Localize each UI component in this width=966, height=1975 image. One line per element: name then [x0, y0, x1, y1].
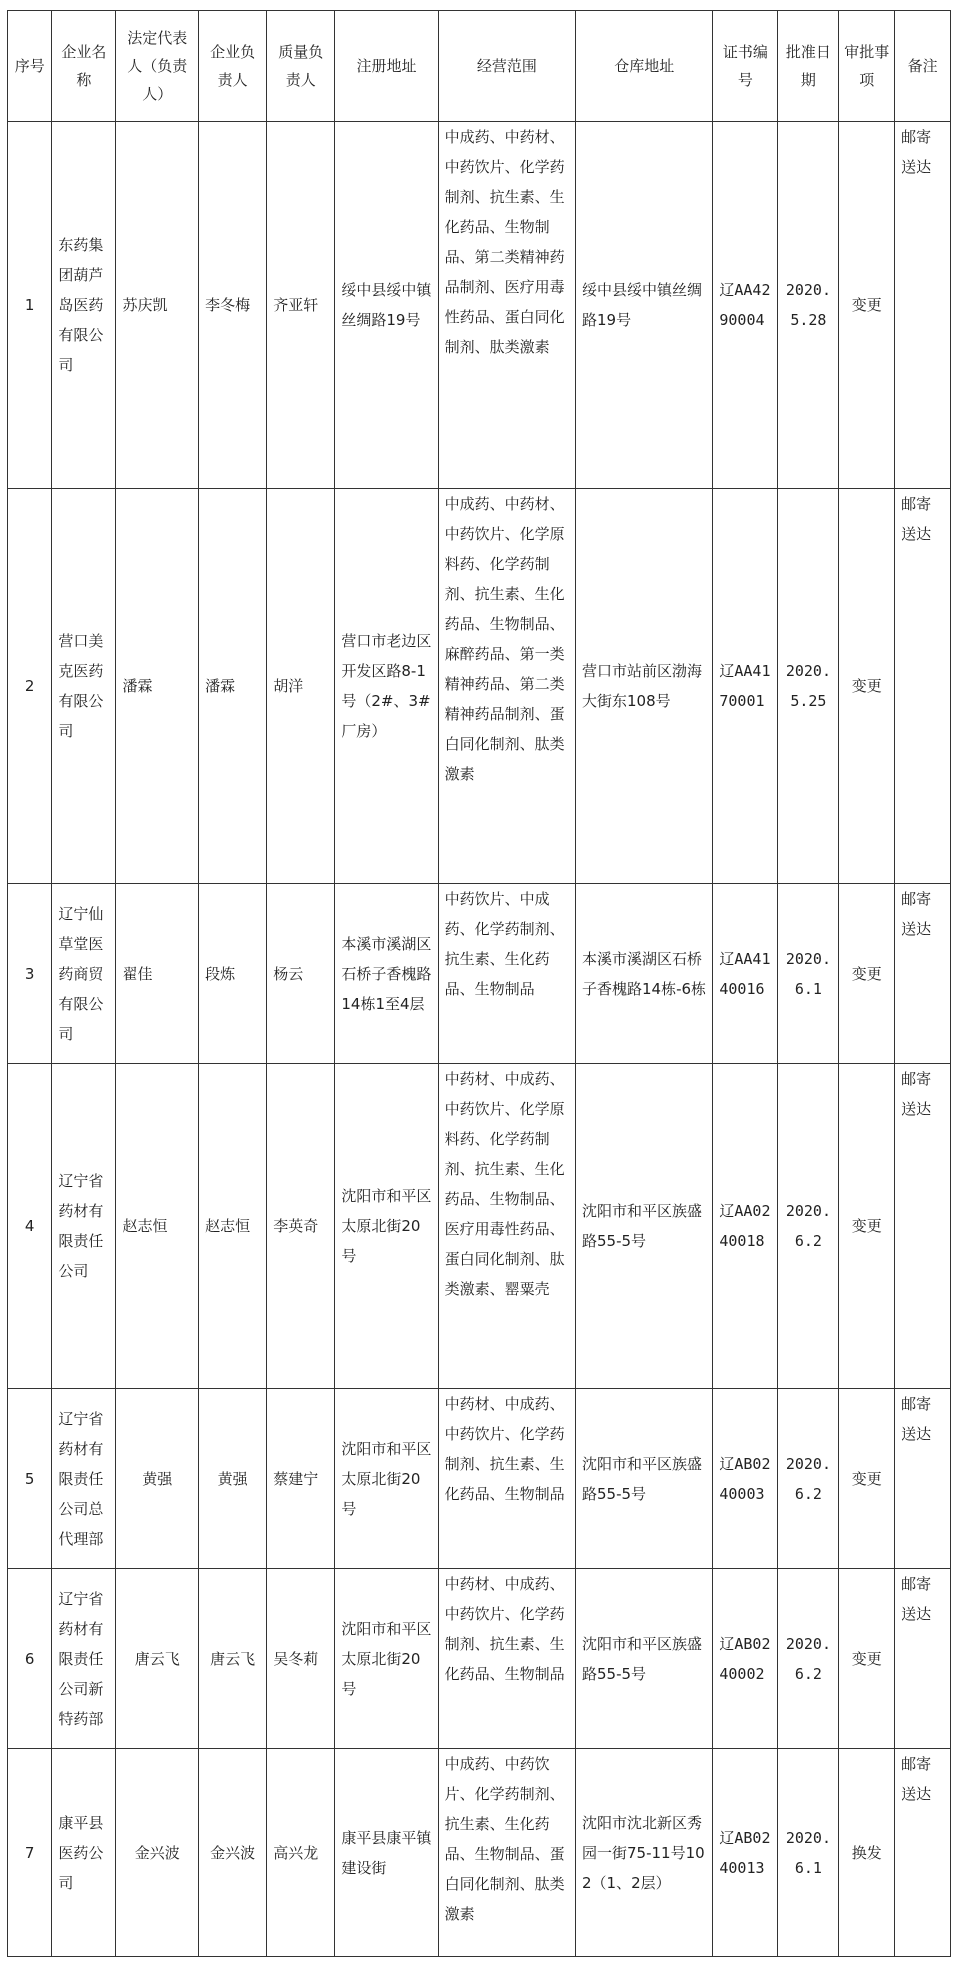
cell-remarks: 邮寄送达 [895, 1749, 951, 1957]
cell-seq: 5 [8, 1389, 52, 1569]
table-row [8, 1389, 951, 1569]
cell-legal-representative: 黄强 [116, 1389, 199, 1569]
cell-approval-date: 2020.6.2 [778, 1064, 839, 1389]
cell-warehouse-address: 本溪市溪湖区石桥子香槐路14栋-6栋 [576, 884, 713, 1064]
cell-seq: 3 [8, 884, 52, 1064]
header-certificate-number: 证书编号 [713, 11, 778, 122]
cell-quality-principal: 吴冬莉 [267, 1569, 335, 1749]
cell-registered-address: 康平县康平镇建设街 [335, 1749, 438, 1957]
header-remarks: 备注 [895, 11, 951, 122]
cell-warehouse-address: 沈阳市和平区族盛路55-5号 [576, 1389, 713, 1569]
table-header-row [8, 11, 951, 122]
cell-quality-principal: 蔡建宁 [267, 1389, 335, 1569]
cell-legal-representative: 唐云飞 [116, 1569, 199, 1749]
cell-company-name: 东药集团葫芦岛医药有限公司 [52, 122, 116, 489]
cell-business-scope: 中成药、中药材、中药饮片、化学原料药、化学药制剂、抗生素、生化药品、生物制品、麻醉药品、第一类精神药品、第二类精神药品制剂、蛋白同化制剂、肽类激素 [438, 489, 575, 884]
cell-certificate-number: 辽AA4140016 [713, 884, 778, 1064]
table-row [8, 489, 951, 884]
cell-remarks: 邮寄送达 [895, 1389, 951, 1569]
cell-registered-address: 营口市老边区开发区路8-1号（2#、3#厂房） [335, 489, 438, 884]
cell-legal-representative: 苏庆凯 [116, 122, 199, 489]
cell-approval-item: 变更 [839, 122, 895, 489]
cell-business-scope: 中成药、中药材、中药饮片、化学药制剂、抗生素、生化药品、生物制品、第二类精神药品制剂、医疗用毒性药品、蛋白同化制剂、肽类激素 [438, 122, 575, 489]
table-row [8, 1064, 951, 1389]
cell-seq: 7 [8, 1749, 52, 1957]
cell-quality-principal: 李英奇 [267, 1064, 335, 1389]
cell-registered-address: 绥中县绥中镇丝绸路19号 [335, 122, 438, 489]
cell-legal-representative: 赵志恒 [116, 1064, 199, 1389]
cell-certificate-number: 辽AA4290004 [713, 122, 778, 489]
cell-certificate-number: 辽AB0240003 [713, 1389, 778, 1569]
cell-approval-date: 2020.5.28 [778, 122, 839, 489]
header-warehouse-address: 仓库地址 [576, 11, 713, 122]
approval-document [7, 10, 951, 1957]
cell-company-name: 辽宁省药材有限责任公司总代理部 [52, 1389, 116, 1569]
cell-registered-address: 本溪市溪湖区石桥子香槐路14栋1至4层 [335, 884, 438, 1064]
cell-seq: 1 [8, 122, 52, 489]
cell-legal-representative: 金兴波 [116, 1749, 199, 1957]
cell-legal-representative: 翟佳 [116, 884, 199, 1064]
cell-remarks: 邮寄送达 [895, 489, 951, 884]
cell-company-name: 辽宁省药材有限责任公司 [52, 1064, 116, 1389]
cell-company-principal: 唐云飞 [199, 1569, 267, 1749]
header-legal-representative: 法定代表人（负责人） [116, 11, 199, 122]
cell-warehouse-address: 绥中县绥中镇丝绸路19号 [576, 122, 713, 489]
cell-remarks: 邮寄送达 [895, 884, 951, 1064]
cell-approval-item: 变更 [839, 489, 895, 884]
cell-seq: 4 [8, 1064, 52, 1389]
cell-quality-principal: 高兴龙 [267, 1749, 335, 1957]
cell-certificate-number: 辽AB0240013 [713, 1749, 778, 1957]
cell-business-scope: 中药材、中成药、中药饮片、化学原料药、化学药制剂、抗生素、生化药品、生物制品、医疗用毒性药品、蛋白同化制剂、肽类激素、罂粟壳 [438, 1064, 575, 1389]
cell-remarks: 邮寄送达 [895, 1569, 951, 1749]
cell-company-name: 营口美克医药有限公司 [52, 489, 116, 884]
cell-certificate-number: 辽AB0240002 [713, 1569, 778, 1749]
cell-business-scope: 中药材、中成药、中药饮片、化学药制剂、抗生素、生化药品、生物制品 [438, 1569, 575, 1749]
cell-warehouse-address: 营口市站前区渤海大街东108号 [576, 489, 713, 884]
cell-certificate-number: 辽AA4170001 [713, 489, 778, 884]
cell-warehouse-address: 沈阳市和平区族盛路55-5号 [576, 1064, 713, 1389]
cell-seq: 2 [8, 489, 52, 884]
cell-company-name: 辽宁仙草堂医药商贸有限公司 [52, 884, 116, 1064]
cell-approval-item: 变更 [839, 1389, 895, 1569]
cell-registered-address: 沈阳市和平区太原北街20号 [335, 1064, 438, 1389]
header-quality-principal: 质量负责人 [267, 11, 335, 122]
cell-business-scope: 中药材、中成药、中药饮片、化学药制剂、抗生素、生化药品、生物制品 [438, 1389, 575, 1569]
header-business-scope: 经营范围 [438, 11, 575, 122]
cell-remarks: 邮寄送达 [895, 1064, 951, 1389]
cell-company-principal: 李冬梅 [199, 122, 267, 489]
cell-approval-item: 变更 [839, 1569, 895, 1749]
cell-seq: 6 [8, 1569, 52, 1749]
cell-certificate-number: 辽AA0240018 [713, 1064, 778, 1389]
cell-company-principal: 黄强 [199, 1389, 267, 1569]
cell-business-scope: 中成药、中药饮片、化学药制剂、抗生素、生化药品、生物制品、蛋白同化制剂、肽类激素 [438, 1749, 575, 1957]
table-row [8, 1749, 951, 1957]
cell-approval-item: 变更 [839, 1064, 895, 1389]
cell-registered-address: 沈阳市和平区太原北街20号 [335, 1569, 438, 1749]
cell-company-principal: 潘霖 [199, 489, 267, 884]
cell-approval-date: 2020.6.1 [778, 884, 839, 1064]
header-company-name: 企业名称 [52, 11, 116, 122]
cell-approval-date: 2020.6.2 [778, 1569, 839, 1749]
cell-approval-date: 2020.6.2 [778, 1389, 839, 1569]
cell-company-name: 辽宁省药材有限责任公司新特药部 [52, 1569, 116, 1749]
cell-business-scope: 中药饮片、中成药、化学药制剂、抗生素、生化药品、生物制品 [438, 884, 575, 1064]
cell-legal-representative: 潘霖 [116, 489, 199, 884]
cell-approval-item: 换发 [839, 1749, 895, 1957]
cell-company-name: 康平县医药公司 [52, 1749, 116, 1957]
header-approval-date: 批准日期 [778, 11, 839, 122]
cell-quality-principal: 杨云 [267, 884, 335, 1064]
cell-approval-date: 2020.6.1 [778, 1749, 839, 1957]
license-approval-table [7, 10, 951, 1957]
header-company-principal: 企业负责人 [199, 11, 267, 122]
table-row [8, 122, 951, 489]
header-approval-item: 审批事项 [839, 11, 895, 122]
header-seq: 序号 [8, 11, 52, 122]
table-row [8, 1569, 951, 1749]
cell-company-principal: 段炼 [199, 884, 267, 1064]
cell-remarks: 邮寄送达 [895, 122, 951, 489]
cell-registered-address: 沈阳市和平区太原北街20号 [335, 1389, 438, 1569]
cell-approval-date: 2020.5.25 [778, 489, 839, 884]
table-row [8, 884, 951, 1064]
cell-approval-item: 变更 [839, 884, 895, 1064]
cell-warehouse-address: 沈阳市和平区族盛路55-5号 [576, 1569, 713, 1749]
cell-company-principal: 金兴波 [199, 1749, 267, 1957]
cell-quality-principal: 胡洋 [267, 489, 335, 884]
cell-warehouse-address: 沈阳市沈北新区秀园一街75-11号102（1、2层） [576, 1749, 713, 1957]
cell-quality-principal: 齐亚轩 [267, 122, 335, 489]
header-registered-address: 注册地址 [335, 11, 438, 122]
cell-company-principal: 赵志恒 [199, 1064, 267, 1389]
